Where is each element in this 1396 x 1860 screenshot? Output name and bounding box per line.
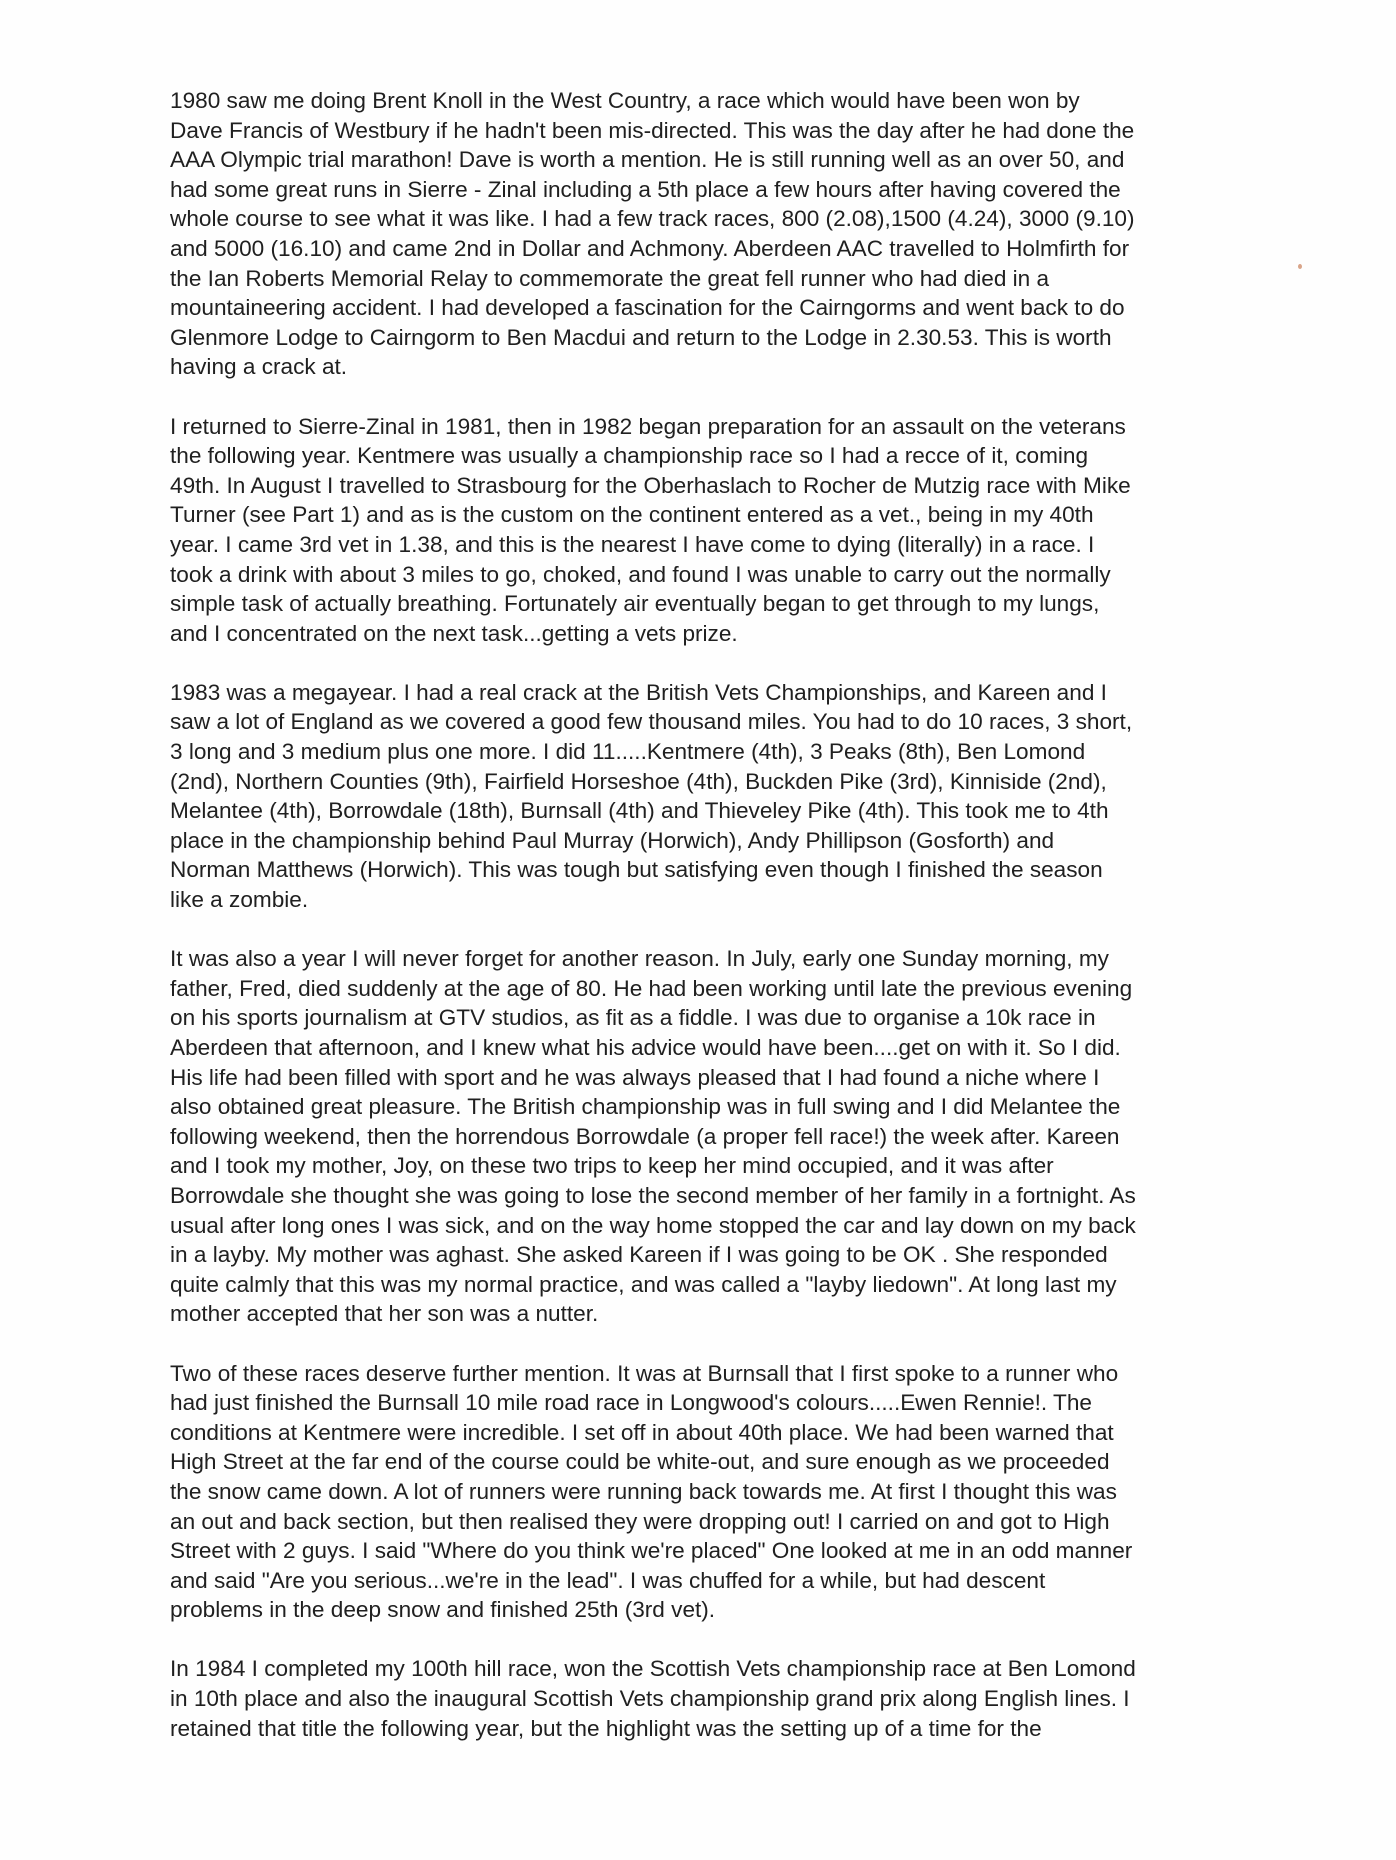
text-line: usual after long ones I was sick, and on the way home stopped the car and lay down on my back	[170, 1212, 1136, 1238]
text-line: problems in the deep snow and finished 25th (3rd vet).	[170, 1597, 716, 1623]
text-line: Dave Francis of Westbury if he hadn't been mis-directed. This was the day after he had done the	[170, 117, 1135, 143]
text-line: whole course to see what it was like. I had a few track races, 800 (2.08),1500 (4.24), 3000 (9.10)	[170, 206, 1135, 232]
text-line: following weekend, then the horrendous Borrowdale (a proper fell race!) the week after. Kareen	[170, 1123, 1120, 1149]
text-line: having a crack at.	[170, 354, 348, 380]
text-line: 49th. In August I travelled to Strasbourg for the Oberhaslach to Rocher de Mutzig race with Mike	[170, 472, 1131, 498]
paragraph	[170, 86, 1270, 382]
text-line: AAA Olympic trial marathon! Dave is worth a mention. He is still running well as an over 50, and	[170, 147, 1125, 173]
text-line: also obtained great pleasure. The British championship was in full swing and I did Melantee the	[170, 1094, 1121, 1120]
paragraph	[170, 1359, 1270, 1625]
text-line: place in the championship behind Paul Murray (Horwich), Andy Phillipson (Gosforth) and	[170, 827, 1055, 853]
text-line: like a zombie.	[170, 887, 309, 913]
text-line: I returned to Sierre-Zinal in 1981, then in 1982 began preparation for an assault on the veterans	[170, 413, 1126, 439]
text-line: had just finished the Burnsall 10 mile road race in Longwood's colours.....Ewen Rennie!. The	[170, 1390, 1092, 1416]
text-line: High Street at the far end of the course could be white-out, and sure enough as we proceeded	[170, 1449, 1110, 1475]
text-line: In 1984 I completed my 100th hill race, won the Scottish Vets championship race at Ben Lomond	[170, 1656, 1136, 1682]
text-line: the following year. Kentmere was usually a championship race so I had a recce of it, coming	[170, 443, 1089, 469]
text-line: Turner (see Part 1) and as is the custom on the continent entered as a vet., being in my 40th	[170, 502, 1094, 528]
text-line: quite calmly that this was my normal practice, and was called a "layby liedown". At long last my	[170, 1271, 1117, 1297]
text-line: saw a lot of England as we covered a good few thousand miles. You had to do 10 races, 3 short,	[170, 709, 1133, 735]
text-line: Norman Matthews (Horwich). This was tough but satisfying even though I finished the season	[170, 857, 1103, 883]
text-line: (2nd), Northern Counties (9th), Fairfield Horseshoe (4th), Buckden Pike (3rd), Kinniside (2nd),	[170, 768, 1107, 794]
document-body	[170, 86, 1270, 1773]
text-line: on his sports journalism at GTV studios, as fit as a fiddle. I was due to organise a 10k race in	[170, 1005, 1096, 1031]
text-line: an out and back section, but then realised they were dropping out! I carried on and got to High	[170, 1508, 1110, 1534]
text-line: and said "Are you serious...we're in the lead". I was chuffed for a while, but had descent	[170, 1567, 1046, 1593]
text-line: and 5000 (16.10) and came 2nd in Dollar and Achmony. Aberdeen AAC travelled to Holmfirth for	[170, 235, 1130, 261]
text-line: Borrowdale she thought she was going to lose the second member of her family in a fortnight. As	[170, 1182, 1136, 1208]
text-line: mountaineering accident. I had developed a fascination for the Cairngorms and went back to do	[170, 295, 1125, 321]
text-line: and I concentrated on the next task...getting a vets prize.	[170, 620, 738, 646]
text-line: Street with 2 guys. I said "Where do you think we're placed" One looked at me in an odd manner	[170, 1538, 1133, 1564]
text-line: It was also a year I will never forget for another reason. In July, early one Sunday morning, my	[170, 946, 1109, 972]
text-line: in 10th place and also the inaugural Scottish Vets championship grand prix along English lines. I	[170, 1686, 1130, 1712]
text-line: Melantee (4th), Borrowdale (18th), Burnsall (4th) and Thieveley Pike (4th). This took me to 4th	[170, 798, 1109, 824]
text-line: had some great runs in Sierre - Zinal including a 5th place a few hours after having covered the	[170, 176, 1121, 202]
text-line: 1983 was a megayear. I had a real crack at the British Vets Championships, and Kareen and I	[170, 679, 1107, 705]
text-line: took a drink with about 3 miles to go, choked, and found I was unable to carry out the normally	[170, 561, 1111, 587]
text-line: retained that title the following year, but the highlight was the setting up of a time for the	[170, 1715, 1042, 1741]
text-line: His life had been filled with sport and he was always pleased that I had found a niche where I	[170, 1064, 1100, 1090]
scan-speck	[1298, 264, 1302, 269]
text-line: 3 long and 3 medium plus one more. I did 11.....Kentmere (4th), 3 Peaks (8th), Ben Lomond	[170, 739, 1086, 765]
text-line: Two of these races deserve further mention. It was at Burnsall that I first spoke to a runner who	[170, 1360, 1119, 1386]
paragraph	[170, 678, 1270, 915]
text-line: the snow came down. A lot of runners were running back towards me. At first I thought this was	[170, 1478, 1117, 1504]
text-line: in a layby. My mother was aghast. She asked Kareen if I was going to be OK . She responded	[170, 1242, 1108, 1268]
text-line: father, Fred, died suddenly at the age of 80. He had been working until late the previous evening	[170, 975, 1133, 1001]
text-line: year. I came 3rd vet in 1.38, and this is the nearest I have come to dying (literally) in a race. I	[170, 531, 1095, 557]
text-line: mother accepted that her son was a nutter.	[170, 1301, 599, 1327]
paragraph	[170, 412, 1270, 649]
text-line: the Ian Roberts Memorial Relay to commemorate the great fell runner who had died in a	[170, 265, 1050, 291]
paragraph	[170, 944, 1270, 1329]
paragraph	[170, 1654, 1270, 1743]
text-line: simple task of actually breathing. Fortunately air eventually began to get through to my lungs,	[170, 591, 1100, 617]
text-line: Glenmore Lodge to Cairngorm to Ben Macdui and return to the Lodge in 2.30.53. This is worth	[170, 324, 1112, 350]
text-line: conditions at Kentmere were incredible. I set off in about 40th place. We had been warned that	[170, 1419, 1114, 1445]
text-line: 1980 saw me doing Brent Knoll in the West Country, a race which would have been won by	[170, 88, 1080, 113]
text-line: and I took my mother, Joy, on these two trips to keep her mind occupied, and it was after	[170, 1153, 1054, 1179]
text-line: Aberdeen that afternoon, and I knew what his advice would have been....get on with it. So I did.	[170, 1035, 1121, 1060]
